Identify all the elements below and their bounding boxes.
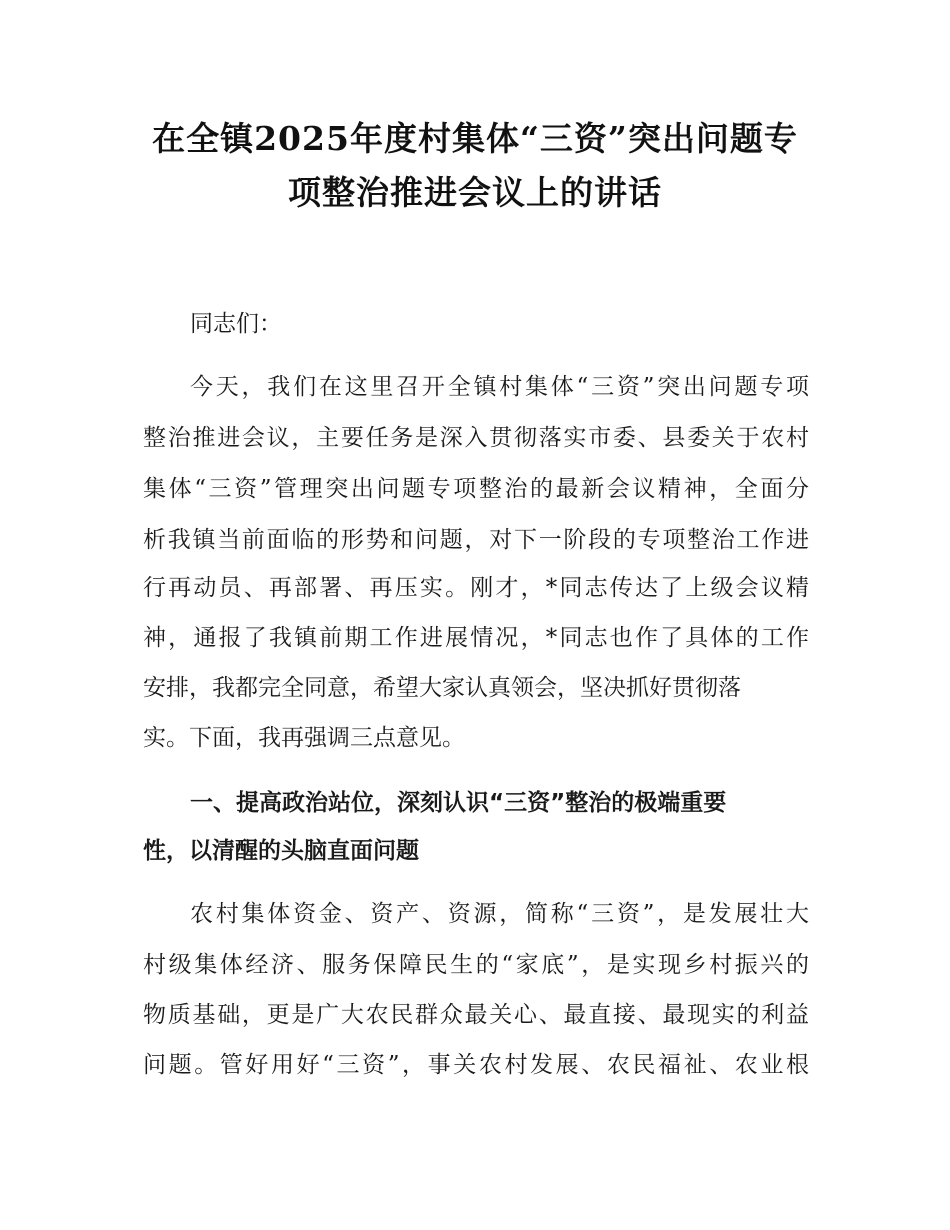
- title-line: 在全镇2025年度村集体“三资”突出问题专: [152, 119, 798, 158]
- paragraph-1-line: 整治推进会议，主要任务是深入贯彻落实市委、县委关于农村: [143, 425, 809, 451]
- paragraph-1-line: 安排，我都完全同意，希望大家认真领会，坚决抓好贯彻落: [143, 675, 741, 701]
- salutation: 同志们：: [190, 311, 282, 337]
- title-line: 项整治推进会议上的讲话: [288, 173, 662, 212]
- paragraph-1-line: 析我镇当前面临的形势和问题，对下一阶段的专项整治工作进: [143, 527, 809, 553]
- section-1-heading-line: 一、提高政治站位，深刻认识“三资”整治的极端重要: [190, 790, 727, 816]
- paragraph-1-line: 实。下面，我再强调三点意见。: [143, 725, 465, 751]
- section-1-heading-line: 性，以清醒的头脑直面问题: [143, 838, 419, 864]
- paragraph-2-line: 村级集体经济、服务保障民生的“家底”，是实现乡村振兴的: [143, 952, 809, 978]
- paragraph-2-line: 农村集体资金、资产、资源，简称“三资”，是发展壮大: [190, 901, 809, 927]
- paragraph-1-line: 集体“三资”管理突出问题专项整治的最新会议精神，全面分: [143, 476, 809, 502]
- paragraph-1-line: 行再动员、再部署、再压实。刚才，*同志传达了上级会议精: [143, 575, 809, 601]
- document-title: [120, 112, 830, 220]
- paragraph-2-line: 问题。管好用好“三资”，事关农村发展、农民福祉、农业根: [143, 1052, 809, 1078]
- paragraph-1-line: 今天，我们在这里召开全镇村集体“三资”突出问题专项: [190, 374, 809, 400]
- paragraph-2-line: 物质基础，更是广大农民群众最关心、最直接、最现实的利益: [143, 1002, 809, 1028]
- paragraph-1-line: 神，通报了我镇前期工作进展情况，*同志也作了具体的工作: [143, 625, 809, 651]
